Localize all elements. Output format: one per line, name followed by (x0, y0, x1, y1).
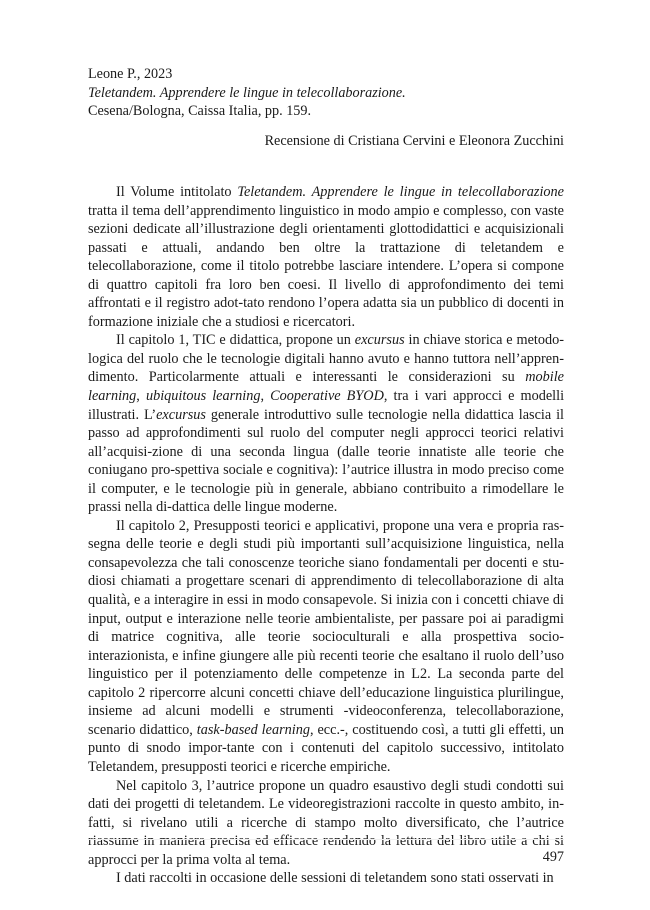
italic-text: task-based learning (196, 721, 310, 738)
paragraph-text: Nel capitolo 3, l’autrice propone un quadro esaustivo degli studi condotti sui dati dei progetti di teletandem. Le videoregistrazioni raccolte in questo ambito, in-fatti, si rivelano utili a ricerche di stampo molto diversificato, che l’autrice riassume in maniera precisa ed efficace rendendo la lettura del libro utile a chi si approcci per la prima volta al tema. (88, 777, 564, 868)
paragraph-text: Il capitolo 1, TIC e didattica, propone un (116, 332, 355, 349)
paragraph-text: , ecc.-, costituendo così, a tutti gli effetti, un punto di snodo impor-tante con i contenuti del capitolo successivo, intitolato Teletandem, presupposti teorici e ricerche empiriche. (88, 721, 565, 775)
body-paragraph (88, 183, 564, 331)
italic-text: ubiquitous learning (145, 388, 261, 405)
body-paragraph (88, 777, 564, 870)
publisher-info: Cesena/Bologna, Caissa Italia, pp. 159. (88, 103, 312, 120)
paragraph-text: , (260, 388, 271, 405)
italic-text: excursus (156, 406, 206, 423)
paragraph-text: Il Volume intitolato (116, 184, 238, 200)
body-paragraph (88, 331, 564, 516)
paragraph-text: , tra i vari approcci e modelli illustrati. L’ (88, 388, 565, 423)
paragraph-text: I dati raccolti in occasione delle sessioni di teletandem sono stati osservati in (116, 870, 554, 887)
footer-divider (88, 839, 564, 840)
body-paragraph (88, 869, 564, 888)
bibliographic-header (88, 65, 406, 121)
review-body (88, 183, 564, 888)
page-number: 497 (542, 849, 564, 865)
body-paragraph (88, 517, 564, 777)
review-authors: Recensione di Cristiana Cervini e Eleonora Zucchini (264, 133, 564, 149)
paragraph-text: tratta il tema dell’apprendimento linguistico in modo ampio e complesso, con vaste sezioni dedicate all’illustrazione degli orientamenti glottodidattici e acquisizionali passati e attuali, andando ben oltre la trattazione di teletandem e telecollaborazione, come il titolo potrebbe lasciare intendere. L’opera si compone di quattro capitoli fra loro ben coesi. Il livello di approfondimento dei temi affrontati e il registro adot-tato rendono l’opera adatta sia un pubblico di docenti in formazione iniziale che a studiosi e ricercatori. (88, 202, 564, 330)
paragraph-text: generale introduttivo sulle tecnologie nella didattica lascia il passo ad approfondimenti sul ruolo del computer negli approcci teorici relativi all’acquisi-zione di una seconda lingua (dalle teorie innatiste alle teorie che coniugano pro-spettiva sociale e cognitiva): l’autrice illustra in modo preciso come il computer, e le tecnologie più in generale, abbiano contribuito a rimodellare le prassi nella di-dattica delle lingue moderne. (88, 406, 565, 516)
italic-text: Cooperative BYOD (270, 388, 384, 405)
paragraph-text: in chiave storica e metodo-logica del ruolo che le tecnologie digitali hanno avuto e hanno tuttora nell’appren-dimento. Particolarmente attuali e interessanti le considerazioni su (88, 332, 564, 386)
paragraph-text: , (136, 388, 146, 405)
book-title: Teletandem. Apprendere le lingue in telecollaborazione. (88, 84, 406, 101)
italic-text: Teletandem. Apprendere le lingue in telecollaborazione (237, 184, 564, 200)
italic-text: mobile learning (88, 369, 564, 405)
italic-text: excursus (354, 332, 405, 349)
citation-line: Leone P., 2023 (88, 66, 173, 82)
paragraph-text: Il capitolo 2, Presupposti teorici e applicativi, propone una vera e propria ras-segna delle teorie e degli studi più importanti sull’acquisizione linguistica, nella consapevolezza che tali conoscenze teoriche siano fondamentali per docenti e stu-diosi chiamati a progettare scenari di apprendimento di telecollaborazione di alta qualità, e a interagire in essi in modo consapevole. Si inizia con i concetti chiave di input, output e interazione nelle teorie ambientaliste, per passare poi ai paradigmi di matrice cognitiva, alle teorie socioculturali e alla prospettiva socio-interazionista, e infine giungere alle più recenti teorie che esaltano il ruolo dell’uso linguistico per il potenziamento delle competenze in L2. La seconda parte del capitolo 2 ripercorre alcuni concetti chiave dell’educazione linguistica plurilingue, insieme ad alcuni modelli e strumenti -videoconferenza, telecollaborazione, scenario didattico, (88, 517, 564, 738)
